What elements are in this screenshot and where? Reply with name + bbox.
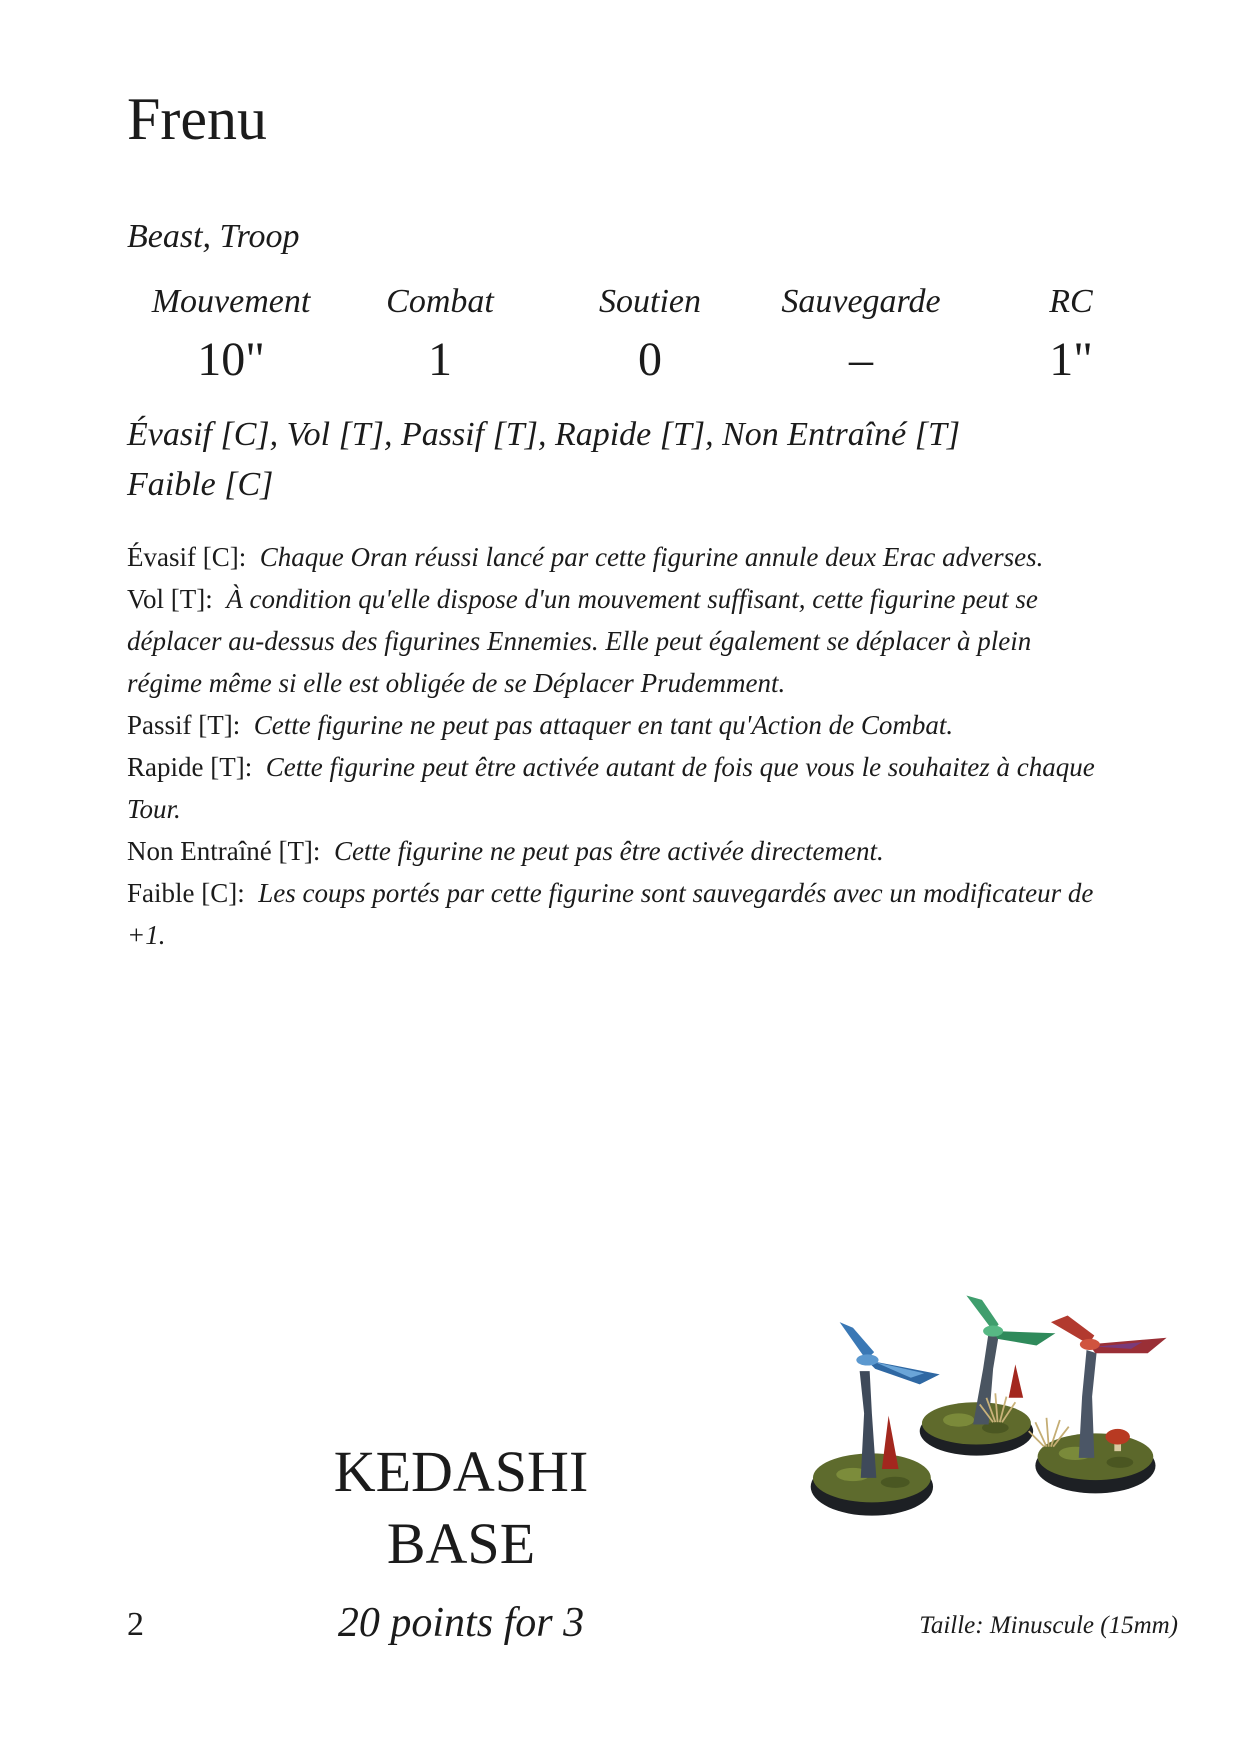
rule-text: Les coups portés par cette figurine sont sauvegardés avec un modificateur de +1. [127,878,1094,950]
rule-name: Vol [T]: [127,584,213,614]
rule-rapide [127,746,1102,830]
rule-text: Cette figurine ne peut pas être activée directement. [333,836,884,866]
stat-label-rc: RC [1049,283,1093,320]
stat-value-sauvegarde: – [849,333,873,386]
miniature-blue [811,1322,940,1516]
rule-name: Faible [C]: [127,878,245,908]
stat-label-soutien: Soutien [599,283,701,320]
keywords-line-1: Évasif [C], Vol [T], Passif [T], Rapide [T], Non Entraîné [T] [127,416,961,453]
miniatures-photo [808,1291,1176,1519]
stat-label-sauvegarde: Sauvegarde [781,283,941,320]
rule-text: Cette figurine ne peut pas attaquer en tant qu'Action de Combat. [253,710,954,740]
stat-label-combat: Combat [386,283,494,320]
rule-text: Chaque Oran réussi lancé par cette figurine annule deux Erac adverses. [259,542,1044,572]
faction-name-line-2: BASE [386,1511,536,1576]
rule-evasif [127,536,1102,578]
rule-name: Passif [T]: [127,710,241,740]
rule-vol [127,578,1102,704]
unit-types: Beast, Troop [127,218,300,255]
unit-size: Taille: Minuscule (15mm) [919,1612,1178,1639]
rule-text: À condition qu'elle dispose d'un mouvement suffisant, cette figurine peut se déplacer au-dessus des figurines Ennemies. Elle peut également se déplacer à plein régime même si elle est obligée de se Déplacer Prudemment. [127,584,1038,698]
stat-value-rc: 1" [1049,333,1093,386]
unit-cost: 20 points for 3 [337,1600,585,1646]
stat-value-soutien: 0 [638,333,662,386]
miniature-red [1029,1315,1167,1493]
rules-list [127,536,1102,956]
rule-name: Évasif [C]: [127,542,247,572]
stat-value-mouvement: 10" [197,333,265,386]
unit-title: Frenu [127,86,267,152]
rule-name: Rapide [T]: [127,752,253,782]
faction-name-line-1: KEDASHI [333,1439,589,1504]
stat-label-mouvement: Mouvement [151,283,311,320]
page-number: 2 [127,1606,144,1643]
stat-value-combat: 1 [428,333,452,386]
rule-passif [127,704,1102,746]
miniature-green [920,1295,1056,1455]
rule-non-entraine [127,830,1102,872]
rule-text: Cette figurine peut être activée autant de fois que vous le souhaitez à chaque Tour. [127,752,1095,824]
rule-faible [127,872,1102,956]
rule-name: Non Entraîné [T]: [127,836,321,866]
keywords-line-2: Faible [C] [127,466,274,503]
